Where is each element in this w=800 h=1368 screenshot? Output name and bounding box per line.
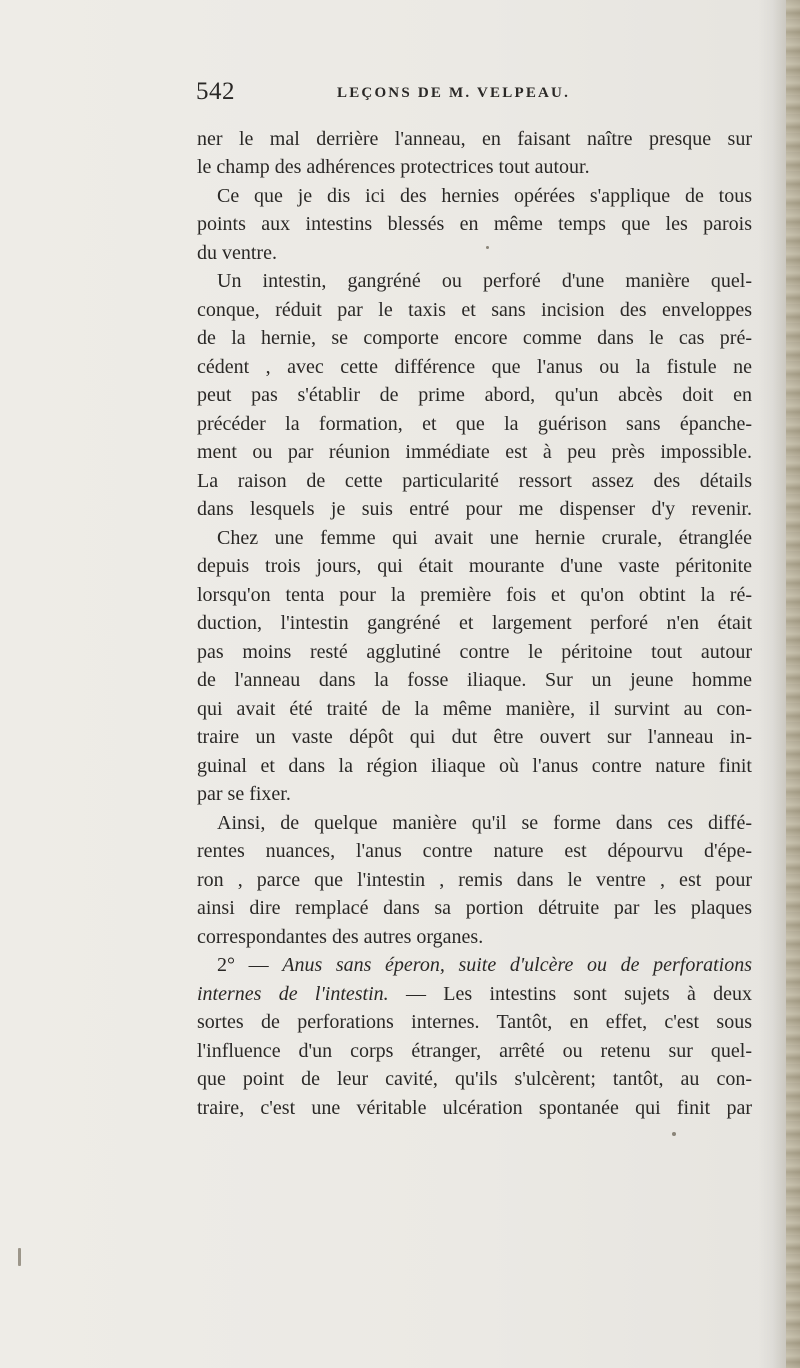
text-line: ron , parce que l'intestin , remis dans le ventre , est pour [197,869,752,891]
paper-mark [18,1248,21,1266]
text-line: l'influence d'un corps étranger, arrêté ou retenu sur quel- [197,1040,752,1062]
text-line: de la hernie, se comporte encore comme dans le cas pré- [197,327,752,349]
text-line: lorsqu'on tenta pour la première fois et qu'on obtint la ré- [197,584,752,606]
text-line: le champ des adhérences protectrices tout autour. [197,156,590,178]
text-line: sortes de perforations internes. Tantôt, en effet, c'est sous [197,1011,752,1033]
text-line: guinal et dans la région iliaque où l'anus contre nature finit [197,755,752,777]
text-line: Chez une femme qui avait une hernie crurale, étranglée [217,527,752,549]
section-title: Anus sans éperon, suite d'ulcère ou de perforations [282,954,753,976]
text-line: qui avait été traité de la même manière, il survint au con- [197,698,752,720]
text-line: Ainsi, de quelque manière qu'il se forme dans ces diffé- [217,812,752,834]
text-line: rentes nuances, l'anus contre nature est dépourvu d'épe- [197,840,752,862]
page-number: 542 [196,78,235,105]
text-line: peut pas s'établir de prime abord, qu'un abcès doit en [197,384,752,406]
paper-speck [672,1132,676,1136]
section-continuation: — Les intestins sont sujets à deux [405,983,753,1005]
section-number: 2° [217,954,235,976]
text-line: traire un vaste dépôt qui dut être ouvert sur l'anneau in- [197,726,752,748]
text-line: pas moins resté agglutiné contre le péritoine tout autour [197,641,752,663]
text-line: conque, réduit par le taxis et sans incision des enveloppes [197,299,752,321]
text-line: précéder la formation, et que la guérison sans épanche- [197,413,752,435]
text-line: du ventre. [197,242,277,264]
text-line: traire, c'est une véritable ulcération spontanée qui finit par [197,1097,752,1119]
text-line: duction, l'intestin gangréné et largement perforé n'en était [197,612,752,634]
text-line: ment ou par réunion immédiate est à peu près impossible. [197,441,752,463]
text-line: dans lesquels je suis entré pour me dispenser d'y revenir. [197,498,752,520]
text-line: que point de leur cavité, qu'ils s'ulcèrent; tantôt, au con- [197,1068,752,1090]
paper-speck [486,246,489,249]
section-heading-line [217,952,752,980]
text-line: ner le mal derrière l'anneau, en faisant naître presque sur [197,128,752,150]
text-line: depuis trois jours, qui était mourante d'une vaste péritonite [197,555,752,577]
section-title-continued: internes de l'intestin. [197,983,389,1005]
text-line: La raison de cette particularité ressort assez des détails [197,470,752,492]
text-line: cédent , avec cette différence que l'anus ou la fistule ne [197,356,752,378]
running-head: LEÇONS DE M. VELPEAU. [337,85,571,101]
text-line: ainsi dire remplacé dans sa portion détruite par les plaques [197,897,752,919]
text-line: par se fixer. [197,783,291,805]
text-line: correspondantes des autres organes. [197,926,484,948]
text-line: Ce que je dis ici des hernies opérées s'applique de tous [217,185,752,207]
text-line: de l'anneau dans la fosse iliaque. Sur un jeune homme [197,669,752,691]
text-line: Un intestin, gangréné ou perforé d'une manière quel- [217,270,752,292]
section-dash: — [248,954,269,976]
section-heading-line [197,981,752,1009]
text-line: points aux intestins blessés en même temps que les parois [197,213,752,235]
